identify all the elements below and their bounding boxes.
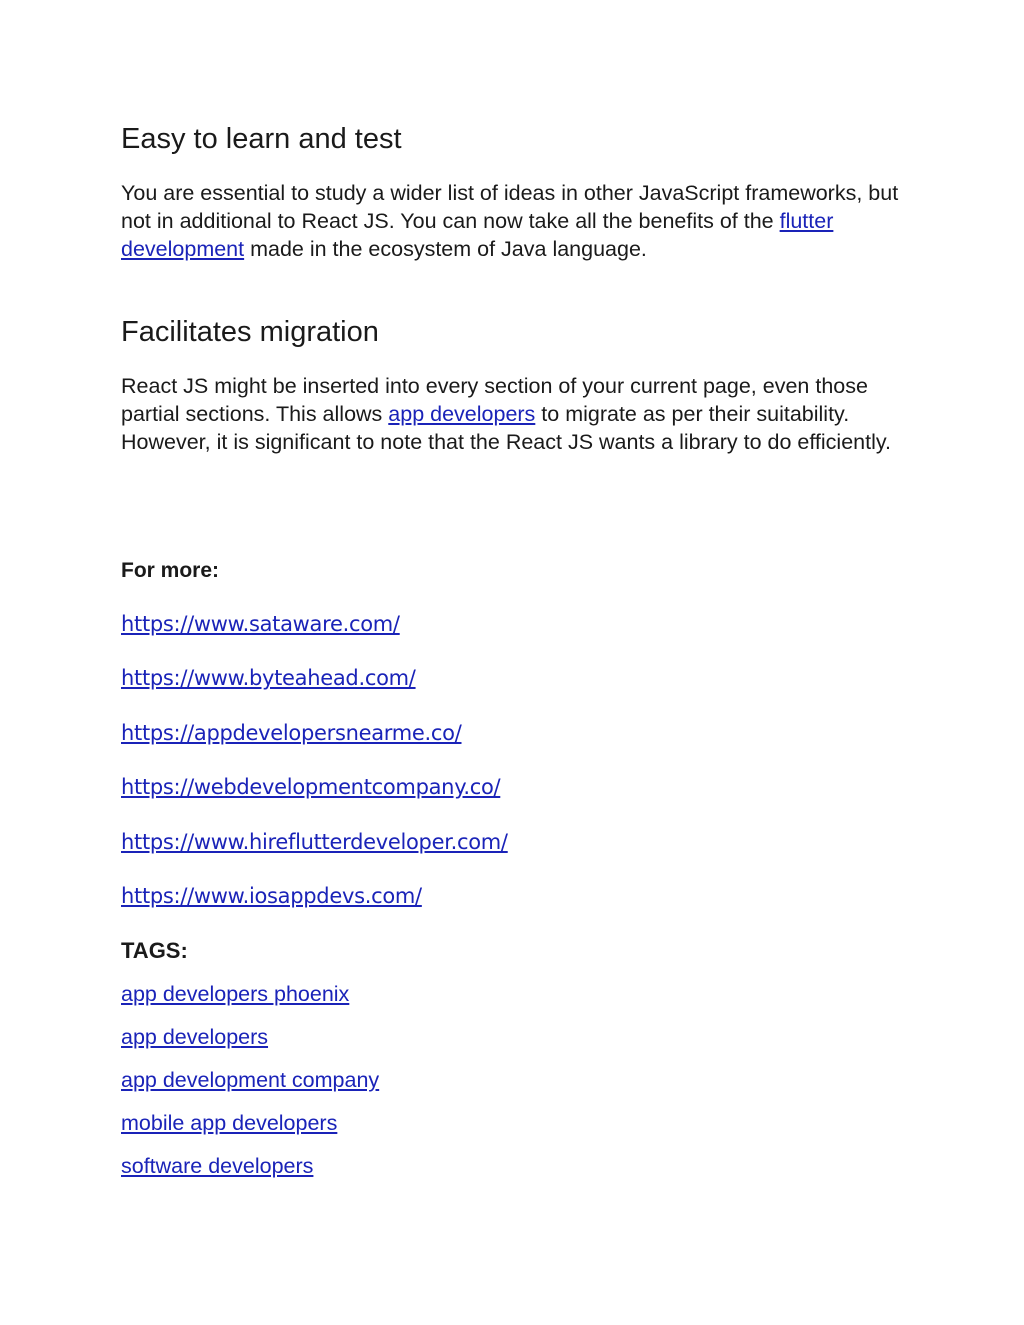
paragraph-text: made in the ecosystem of Java language. — [244, 237, 647, 261]
tag-link[interactable]: app developers phoenix — [121, 982, 350, 1006]
section-paragraph-facilitates-migration — [121, 372, 911, 456]
tag-link[interactable]: mobile app developers — [121, 1111, 338, 1135]
section-heading-facilitates-migration: Facilitates migration — [121, 316, 379, 348]
url-link-webdevelopmentcompany[interactable]: https://webdevelopmentcompany.co/ — [121, 775, 501, 799]
url-link-appdevelopersnearme[interactable]: https://appdevelopersnearme.co/ — [121, 721, 462, 745]
tag-link[interactable]: app developers — [121, 1025, 269, 1049]
tag-link[interactable]: software developers — [121, 1154, 314, 1178]
tag-link[interactable]: app development company — [121, 1068, 380, 1092]
paragraph-text: React JS might be inserted into every section of your current page, even those partial sections. This allows — [121, 374, 868, 426]
paragraph-text: You are essential to study a wider list of ideas in other JavaScript frameworks, but not in additional to React JS. You can now take all the benefits of the — [121, 181, 899, 233]
url-link-hireflutterdeveloper[interactable]: https://www.hireflutterdeveloper.com/ — [121, 830, 508, 854]
url-link-iosappdevs[interactable]: https://www.iosappdevs.com/ — [121, 884, 422, 908]
app-developers-link[interactable]: app developers — [388, 402, 536, 426]
for-more-label: For more: — [121, 559, 220, 582]
url-link-sataware[interactable]: https://www.sataware.com/ — [121, 612, 400, 636]
section-paragraph-easy-to-learn — [121, 179, 911, 263]
flutter-development-link[interactable]: flutter development — [121, 209, 834, 261]
tags-label: TAGS: — [121, 938, 188, 963]
url-link-byteahead[interactable]: https://www.byteahead.com/ — [121, 666, 416, 690]
section-heading-easy-to-learn: Easy to learn and test — [121, 123, 402, 155]
paragraph-text: to migrate as per their suitability. However, it is significant to note that the React JS wants a library to do efficiently. — [121, 402, 892, 454]
